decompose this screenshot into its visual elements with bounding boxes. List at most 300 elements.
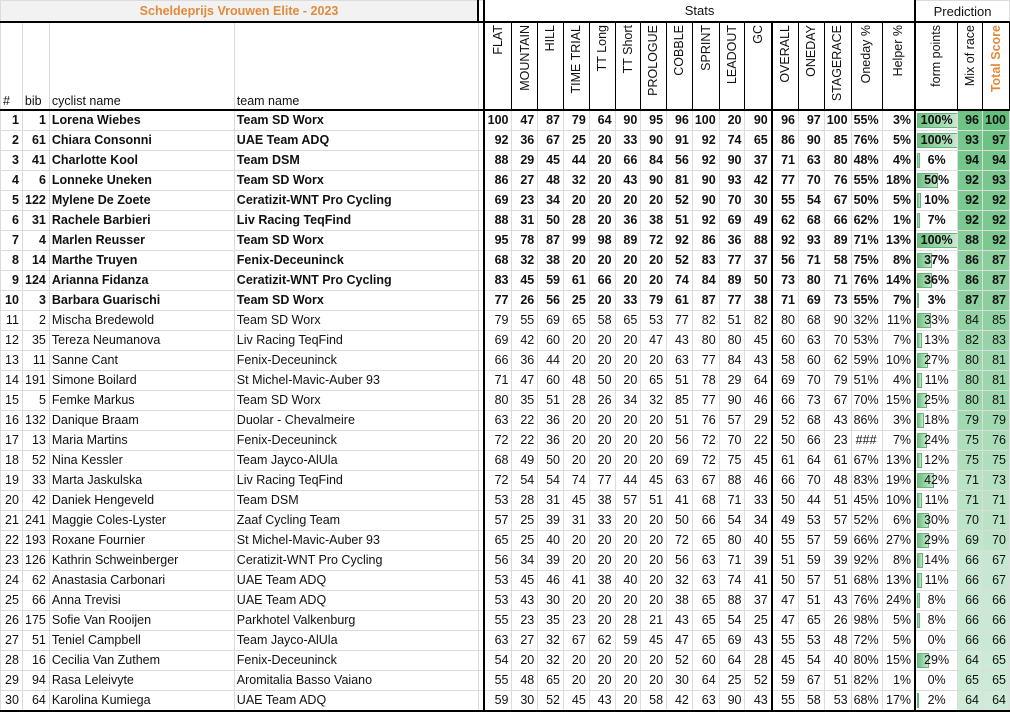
stat-cobble[interactable]: 43	[667, 331, 693, 351]
rank-cell[interactable]: 24	[1, 571, 23, 591]
team-name-cell[interactable]: UAE Team ADQ	[234, 591, 478, 611]
stat-gc[interactable]: 37	[745, 151, 772, 171]
summary-oneday[interactable]: 73	[798, 391, 824, 411]
stat-time-trial[interactable]: 31	[564, 511, 590, 531]
stat-sprint[interactable]: 84	[692, 271, 719, 291]
total-score-cell[interactable]: 65	[983, 651, 1010, 671]
cyclist-name-cell[interactable]: Kathrin Schweinberger	[49, 551, 234, 571]
stat-mountain[interactable]: 30	[512, 691, 538, 712]
summary-oneday[interactable]: 90	[798, 131, 824, 151]
stat-mountain[interactable]: 28	[512, 491, 538, 511]
rank-cell[interactable]: 10	[1, 291, 23, 311]
stat-mountain[interactable]: 48	[512, 671, 538, 691]
stat-tt-short[interactable]: 20	[615, 251, 641, 271]
summary-overall[interactable]: 47	[772, 591, 799, 611]
cyclist-name-cell[interactable]: Marthe Truyen	[49, 251, 234, 271]
total-score-cell[interactable]: 81	[983, 371, 1010, 391]
team-name-cell[interactable]: Aromitalia Basso Vaiano	[234, 671, 478, 691]
stat-sprint[interactable]: 90	[692, 171, 719, 191]
header-oneday[interactable]	[798, 22, 824, 110]
form-points-cell[interactable]	[915, 211, 958, 231]
stat-leadout[interactable]: 51	[719, 311, 745, 331]
summary-overall[interactable]: 71	[772, 151, 799, 171]
total-score-cell[interactable]: 64	[983, 691, 1010, 712]
stat-cobble[interactable]: 56	[667, 431, 693, 451]
stat-time-trial[interactable]: 61	[564, 271, 590, 291]
summary-stagerace[interactable]: 89	[824, 231, 851, 251]
header-prologue[interactable]	[641, 22, 667, 110]
summary-helper-pct[interactable]: 17%	[882, 691, 915, 712]
bib-cell[interactable]: 126	[22, 551, 49, 571]
summary-helper-pct[interactable]: 7%	[882, 431, 915, 451]
stat-sprint[interactable]: 100	[692, 110, 719, 131]
stat-tt-short[interactable]: 66	[615, 151, 641, 171]
summary-stagerace[interactable]: 48	[824, 631, 851, 651]
stat-cobble[interactable]: 30	[667, 671, 693, 691]
stat-tt-long[interactable]: 62	[589, 631, 615, 651]
form-points-cell[interactable]	[915, 511, 958, 531]
header-hill[interactable]	[538, 22, 564, 110]
team-name-cell[interactable]: Team SD Worx	[234, 110, 478, 131]
stat-tt-short[interactable]: 20	[615, 191, 641, 211]
bib-cell[interactable]: 31	[22, 211, 49, 231]
header-oneday-pct[interactable]	[851, 22, 882, 110]
summary-oneday-pct[interactable]: 66%	[851, 531, 882, 551]
stat-tt-short[interactable]: 40	[615, 571, 641, 591]
header-flat[interactable]	[484, 22, 512, 110]
stat-leadout[interactable]: 80	[719, 531, 745, 551]
summary-oneday[interactable]: 54	[798, 651, 824, 671]
summary-helper-pct[interactable]: 1%	[882, 671, 915, 691]
stat-mountain[interactable]: 34	[512, 551, 538, 571]
stat-prologue[interactable]: 20	[641, 571, 667, 591]
bib-cell[interactable]: 94	[22, 671, 49, 691]
cyclist-name-cell[interactable]: Anastasia Carbonari	[49, 571, 234, 591]
stat-tt-long[interactable]: 77	[589, 471, 615, 491]
bib-cell[interactable]: 64	[22, 691, 49, 712]
rank-cell[interactable]: 6	[1, 211, 23, 231]
form-points-cell[interactable]	[915, 311, 958, 331]
stat-leadout[interactable]: 36	[719, 231, 745, 251]
summary-helper-pct[interactable]: 3%	[882, 411, 915, 431]
stat-leadout[interactable]: 69	[719, 211, 745, 231]
summary-helper-pct[interactable]: 19%	[882, 471, 915, 491]
stat-leadout[interactable]: 29	[719, 371, 745, 391]
mix-of-race-cell[interactable]: 66	[958, 591, 983, 611]
summary-oneday-pct[interactable]: 72%	[851, 631, 882, 651]
stat-flat[interactable]: 55	[484, 671, 512, 691]
stat-leadout[interactable]: 84	[719, 351, 745, 371]
summary-stagerace[interactable]: 100	[824, 110, 851, 131]
total-score-cell[interactable]: 81	[983, 391, 1010, 411]
stat-time-trial[interactable]: 41	[564, 571, 590, 591]
rank-cell[interactable]: 11	[1, 311, 23, 331]
total-score-cell[interactable]: 83	[983, 331, 1010, 351]
stat-cobble[interactable]: 72	[667, 531, 693, 551]
stat-gc[interactable]: 90	[745, 110, 772, 131]
stat-tt-long[interactable]: 20	[589, 131, 615, 151]
stat-gc[interactable]: 49	[745, 211, 772, 231]
form-points-cell[interactable]	[915, 231, 958, 251]
team-name-cell[interactable]: Ceratizit-WNT Pro Cycling	[234, 271, 478, 291]
total-score-cell[interactable]: 81	[983, 351, 1010, 371]
rank-cell[interactable]: 14	[1, 371, 23, 391]
stat-mountain[interactable]: 27	[512, 631, 538, 651]
stat-sprint[interactable]: 63	[692, 691, 719, 712]
stat-prologue[interactable]: 20	[641, 531, 667, 551]
summary-oneday-pct[interactable]: 52%	[851, 511, 882, 531]
cyclist-name-cell[interactable]: Anna Trevisi	[49, 591, 234, 611]
stat-gc[interactable]: 22	[745, 431, 772, 451]
form-points-cell[interactable]	[915, 291, 958, 311]
rank-cell[interactable]: 25	[1, 591, 23, 611]
total-score-cell[interactable]: 92	[983, 231, 1010, 251]
stat-prologue[interactable]: 20	[641, 251, 667, 271]
summary-oneday-pct[interactable]: ###	[851, 431, 882, 451]
rank-cell[interactable]: 4	[1, 171, 23, 191]
summary-helper-pct[interactable]: 8%	[882, 551, 915, 571]
stat-gc[interactable]: 43	[745, 691, 772, 712]
stat-cobble[interactable]: 51	[667, 211, 693, 231]
stat-cobble[interactable]: 51	[667, 411, 693, 431]
stat-hill[interactable]: 54	[538, 471, 564, 491]
stat-leadout[interactable]: 71	[719, 551, 745, 571]
cyclist-name-cell[interactable]: Femke Markus	[49, 391, 234, 411]
stat-tt-long[interactable]: 20	[589, 351, 615, 371]
form-points-cell[interactable]	[915, 591, 958, 611]
stat-time-trial[interactable]: 44	[564, 151, 590, 171]
stat-tt-long[interactable]: 26	[589, 391, 615, 411]
summary-overall[interactable]: 55	[772, 691, 799, 712]
bib-cell[interactable]: 4	[22, 231, 49, 251]
summary-helper-pct[interactable]: 10%	[882, 491, 915, 511]
summary-oneday[interactable]: 80	[798, 271, 824, 291]
stat-prologue[interactable]: 65	[641, 371, 667, 391]
summary-helper-pct[interactable]: 7%	[882, 291, 915, 311]
summary-oneday[interactable]: 63	[798, 151, 824, 171]
stat-mountain[interactable]: 45	[512, 571, 538, 591]
stat-hill[interactable]: 35	[538, 611, 564, 631]
stat-cobble[interactable]: 56	[667, 151, 693, 171]
mix-of-race-cell[interactable]: 66	[958, 631, 983, 651]
rank-cell[interactable]: 21	[1, 511, 23, 531]
team-name-cell[interactable]: Team SD Worx	[234, 391, 478, 411]
summary-oneday[interactable]: 60	[798, 351, 824, 371]
bib-cell[interactable]: 62	[22, 571, 49, 591]
stat-leadout[interactable]: 54	[719, 511, 745, 531]
team-name-cell[interactable]: Team Jayco-AlUla	[234, 631, 478, 651]
stat-flat[interactable]: 66	[484, 351, 512, 371]
stat-leadout[interactable]: 64	[719, 651, 745, 671]
stat-gc[interactable]: 41	[745, 571, 772, 591]
stat-hill[interactable]: 65	[538, 671, 564, 691]
total-score-cell[interactable]: 87	[983, 251, 1010, 271]
cyclist-name-cell[interactable]: Marlen Reusser	[49, 231, 234, 251]
stat-cobble[interactable]: 32	[667, 571, 693, 591]
mix-of-race-cell[interactable]: 80	[958, 391, 983, 411]
stat-leadout[interactable]: 70	[719, 431, 745, 451]
cyclist-name-cell[interactable]: Daniek Hengeveld	[49, 491, 234, 511]
stat-sprint[interactable]: 63	[692, 571, 719, 591]
form-points-cell[interactable]	[915, 391, 958, 411]
stat-prologue[interactable]: 20	[641, 411, 667, 431]
stat-time-trial[interactable]: 45	[564, 691, 590, 712]
stat-time-trial[interactable]: 20	[564, 591, 590, 611]
summary-oneday[interactable]: 64	[798, 451, 824, 471]
team-name-cell[interactable]: Team SD Worx	[234, 231, 478, 251]
header-rank[interactable]: #	[1, 22, 23, 110]
summary-oneday-pct[interactable]: 50%	[851, 191, 882, 211]
rank-cell[interactable]: 22	[1, 531, 23, 551]
summary-oneday-pct[interactable]: 62%	[851, 211, 882, 231]
stat-hill[interactable]: 30	[538, 591, 564, 611]
bib-cell[interactable]: 1	[22, 110, 49, 131]
bib-cell[interactable]: 61	[22, 131, 49, 151]
stat-mountain[interactable]: 36	[512, 131, 538, 151]
team-name-cell[interactable]: Duolar - Chevalmeire	[234, 411, 478, 431]
summary-stagerace[interactable]: 23	[824, 431, 851, 451]
cyclist-name-cell[interactable]: Tereza Neumanova	[49, 331, 234, 351]
summary-stagerace[interactable]: 58	[824, 251, 851, 271]
header-tt-short[interactable]	[615, 22, 641, 110]
stat-leadout[interactable]: 57	[719, 411, 745, 431]
stat-mountain[interactable]: 78	[512, 231, 538, 251]
team-name-cell[interactable]: Liv Racing TeqFind	[234, 471, 478, 491]
stat-prologue[interactable]: 20	[641, 591, 667, 611]
stat-tt-long[interactable]: 20	[589, 191, 615, 211]
summary-oneday-pct[interactable]: 92%	[851, 551, 882, 571]
stat-time-trial[interactable]: 79	[564, 110, 590, 131]
form-points-cell[interactable]	[915, 171, 958, 191]
stat-leadout[interactable]: 54	[719, 611, 745, 631]
mix-of-race-cell[interactable]: 69	[958, 531, 983, 551]
stat-sprint[interactable]: 64	[692, 671, 719, 691]
summary-helper-pct[interactable]: 6%	[882, 511, 915, 531]
summary-helper-pct[interactable]: 15%	[882, 391, 915, 411]
stat-hill[interactable]: 87	[538, 231, 564, 251]
summary-stagerace[interactable]: 80	[824, 151, 851, 171]
cyclist-name-cell[interactable]: Cecilia Van Zuthem	[49, 651, 234, 671]
mix-of-race-cell[interactable]: 84	[958, 311, 983, 331]
summary-overall[interactable]: 80	[772, 311, 799, 331]
summary-oneday-pct[interactable]: 70%	[851, 391, 882, 411]
stat-cobble[interactable]: 74	[667, 271, 693, 291]
stat-hill[interactable]: 50	[538, 211, 564, 231]
mix-of-race-cell[interactable]: 82	[958, 331, 983, 351]
stat-prologue[interactable]: 20	[641, 451, 667, 471]
total-score-cell[interactable]: 92	[983, 191, 1010, 211]
summary-overall[interactable]: 86	[772, 131, 799, 151]
stat-cobble[interactable]: 42	[667, 691, 693, 712]
mix-of-race-cell[interactable]: 64	[958, 651, 983, 671]
stat-tt-long[interactable]: 20	[589, 431, 615, 451]
mix-of-race-cell[interactable]: 66	[958, 571, 983, 591]
stat-tt-long[interactable]: 38	[589, 491, 615, 511]
stat-flat[interactable]: 86	[484, 171, 512, 191]
cyclist-name-cell[interactable]: Barbara Guarischi	[49, 291, 234, 311]
stat-sprint[interactable]: 72	[692, 451, 719, 471]
summary-oneday[interactable]: 54	[798, 191, 824, 211]
summary-stagerace[interactable]: 67	[824, 191, 851, 211]
total-score-cell[interactable]: 85	[983, 311, 1010, 331]
stat-flat[interactable]: 71	[484, 371, 512, 391]
stat-flat[interactable]: 63	[484, 411, 512, 431]
total-score-cell[interactable]: 87	[983, 271, 1010, 291]
stat-mountain[interactable]: 49	[512, 451, 538, 471]
stat-cobble[interactable]: 51	[667, 371, 693, 391]
summary-stagerace[interactable]: 59	[824, 531, 851, 551]
stat-gc[interactable]: 46	[745, 471, 772, 491]
stat-gc[interactable]: 45	[745, 451, 772, 471]
stat-cobble[interactable]: 63	[667, 471, 693, 491]
stat-tt-short[interactable]: 20	[615, 591, 641, 611]
rank-cell[interactable]: 9	[1, 271, 23, 291]
bib-cell[interactable]: 124	[22, 271, 49, 291]
team-name-cell[interactable]: Fenix-Deceuninck	[234, 651, 478, 671]
stat-tt-long[interactable]: 20	[589, 151, 615, 171]
mix-of-race-cell[interactable]: 92	[958, 211, 983, 231]
stat-sprint[interactable]: 92	[692, 151, 719, 171]
summary-oneday[interactable]: 66	[798, 431, 824, 451]
stat-sprint[interactable]: 60	[692, 651, 719, 671]
team-name-cell[interactable]: Team SD Worx	[234, 171, 478, 191]
stat-time-trial[interactable]: 20	[564, 651, 590, 671]
stat-leadout[interactable]: 71	[719, 491, 745, 511]
summary-stagerace[interactable]: 66	[824, 211, 851, 231]
form-points-cell[interactable]	[915, 131, 958, 151]
summary-overall[interactable]: 45	[772, 651, 799, 671]
form-points-cell[interactable]	[915, 491, 958, 511]
bib-cell[interactable]: 122	[22, 191, 49, 211]
stat-flat[interactable]: 83	[484, 271, 512, 291]
team-name-cell[interactable]: UAE Team ADQ	[234, 691, 478, 712]
summary-oneday[interactable]: 93	[798, 231, 824, 251]
summary-oneday[interactable]: 69	[798, 291, 824, 311]
stat-mountain[interactable]: 35	[512, 391, 538, 411]
stat-tt-long[interactable]: 20	[589, 531, 615, 551]
stat-tt-short[interactable]: 20	[615, 371, 641, 391]
stat-hill[interactable]: 69	[538, 311, 564, 331]
cyclist-name-cell[interactable]: Lorena Wiebes	[49, 110, 234, 131]
header-leadout[interactable]	[719, 22, 745, 110]
summary-overall[interactable]: 96	[772, 110, 799, 131]
stat-hill[interactable]: 32	[538, 631, 564, 651]
stat-mountain[interactable]: 26	[512, 291, 538, 311]
stat-prologue[interactable]: 20	[641, 551, 667, 571]
stat-leadout[interactable]: 93	[719, 171, 745, 191]
stat-tt-short[interactable]: 89	[615, 231, 641, 251]
stat-tt-long[interactable]: 20	[589, 551, 615, 571]
stat-cobble[interactable]: 81	[667, 171, 693, 191]
summary-stagerace[interactable]: 43	[824, 591, 851, 611]
cyclist-name-cell[interactable]: Danique Braam	[49, 411, 234, 431]
rank-cell[interactable]: 30	[1, 691, 23, 712]
stat-mountain[interactable]: 42	[512, 331, 538, 351]
summary-helper-pct[interactable]: 14%	[882, 271, 915, 291]
form-points-cell[interactable]	[915, 691, 958, 712]
summary-oneday[interactable]: 57	[798, 571, 824, 591]
bib-cell[interactable]: 2	[22, 311, 49, 331]
total-score-cell[interactable]: 79	[983, 411, 1010, 431]
bib-cell[interactable]: 175	[22, 611, 49, 631]
stat-prologue[interactable]: 45	[641, 631, 667, 651]
stat-flat[interactable]: 53	[484, 571, 512, 591]
summary-oneday-pct[interactable]: 71%	[851, 231, 882, 251]
mix-of-race-cell[interactable]: 65	[958, 671, 983, 691]
summary-oneday-pct[interactable]: 55%	[851, 291, 882, 311]
stat-gc[interactable]: 28	[745, 651, 772, 671]
team-name-cell[interactable]: Fenix-Deceuninck	[234, 431, 478, 451]
summary-overall[interactable]: 55	[772, 191, 799, 211]
summary-overall[interactable]: 58	[772, 351, 799, 371]
stat-tt-short[interactable]: 59	[615, 631, 641, 651]
stat-cobble[interactable]: 91	[667, 131, 693, 151]
stat-mountain[interactable]: 47	[512, 110, 538, 131]
stat-prologue[interactable]: 20	[641, 431, 667, 451]
total-score-cell[interactable]: 93	[983, 171, 1010, 191]
stat-hill[interactable]: 87	[538, 110, 564, 131]
stat-flat[interactable]: 95	[484, 231, 512, 251]
total-score-cell[interactable]: 67	[983, 551, 1010, 571]
total-score-cell[interactable]: 92	[983, 211, 1010, 231]
summary-helper-pct[interactable]: 4%	[882, 371, 915, 391]
bib-cell[interactable]: 132	[22, 411, 49, 431]
stat-tt-short[interactable]: 20	[615, 271, 641, 291]
summary-overall[interactable]: 66	[772, 391, 799, 411]
stat-time-trial[interactable]: 20	[564, 331, 590, 351]
stat-flat[interactable]: 63	[484, 631, 512, 651]
bib-cell[interactable]: 35	[22, 331, 49, 351]
stat-hill[interactable]: 44	[538, 351, 564, 371]
team-name-cell[interactable]: Team SD Worx	[234, 291, 478, 311]
stat-leadout[interactable]: 88	[719, 591, 745, 611]
stat-flat[interactable]: 56	[484, 551, 512, 571]
stat-gc[interactable]: 88	[745, 231, 772, 251]
stat-flat[interactable]: 68	[484, 251, 512, 271]
summary-oneday-pct[interactable]: 53%	[851, 331, 882, 351]
stat-gc[interactable]: 33	[745, 491, 772, 511]
stat-flat[interactable]: 59	[484, 691, 512, 712]
summary-oneday-pct[interactable]: 48%	[851, 151, 882, 171]
summary-oneday-pct[interactable]: 68%	[851, 571, 882, 591]
stat-flat[interactable]: 88	[484, 151, 512, 171]
rank-cell[interactable]: 29	[1, 671, 23, 691]
summary-stagerace[interactable]: 76	[824, 171, 851, 191]
team-name-cell[interactable]: Team Jayco-AlUla	[234, 451, 478, 471]
team-name-cell[interactable]: Team DSM	[234, 491, 478, 511]
stat-cobble[interactable]: 69	[667, 451, 693, 471]
stat-tt-short[interactable]: 33	[615, 291, 641, 311]
stat-flat[interactable]: 57	[484, 511, 512, 531]
summary-helper-pct[interactable]: 4%	[882, 151, 915, 171]
stat-cobble[interactable]: 41	[667, 491, 693, 511]
mix-of-race-cell[interactable]: 66	[958, 611, 983, 631]
stat-gc[interactable]: 39	[745, 551, 772, 571]
summary-overall[interactable]: 71	[772, 291, 799, 311]
stat-flat[interactable]: 100	[484, 110, 512, 131]
summary-stagerace[interactable]: 39	[824, 551, 851, 571]
stat-time-trial[interactable]: 74	[564, 471, 590, 491]
stat-flat[interactable]: 79	[484, 311, 512, 331]
stat-leadout[interactable]: 90	[719, 691, 745, 712]
stat-gc[interactable]: 52	[745, 671, 772, 691]
summary-overall[interactable]: 61	[772, 451, 799, 471]
summary-oneday[interactable]: 68	[798, 311, 824, 331]
stat-gc[interactable]: 65	[745, 131, 772, 151]
bib-cell[interactable]: 191	[22, 371, 49, 391]
stat-tt-long[interactable]: 58	[589, 311, 615, 331]
stat-sprint[interactable]: 82	[692, 311, 719, 331]
